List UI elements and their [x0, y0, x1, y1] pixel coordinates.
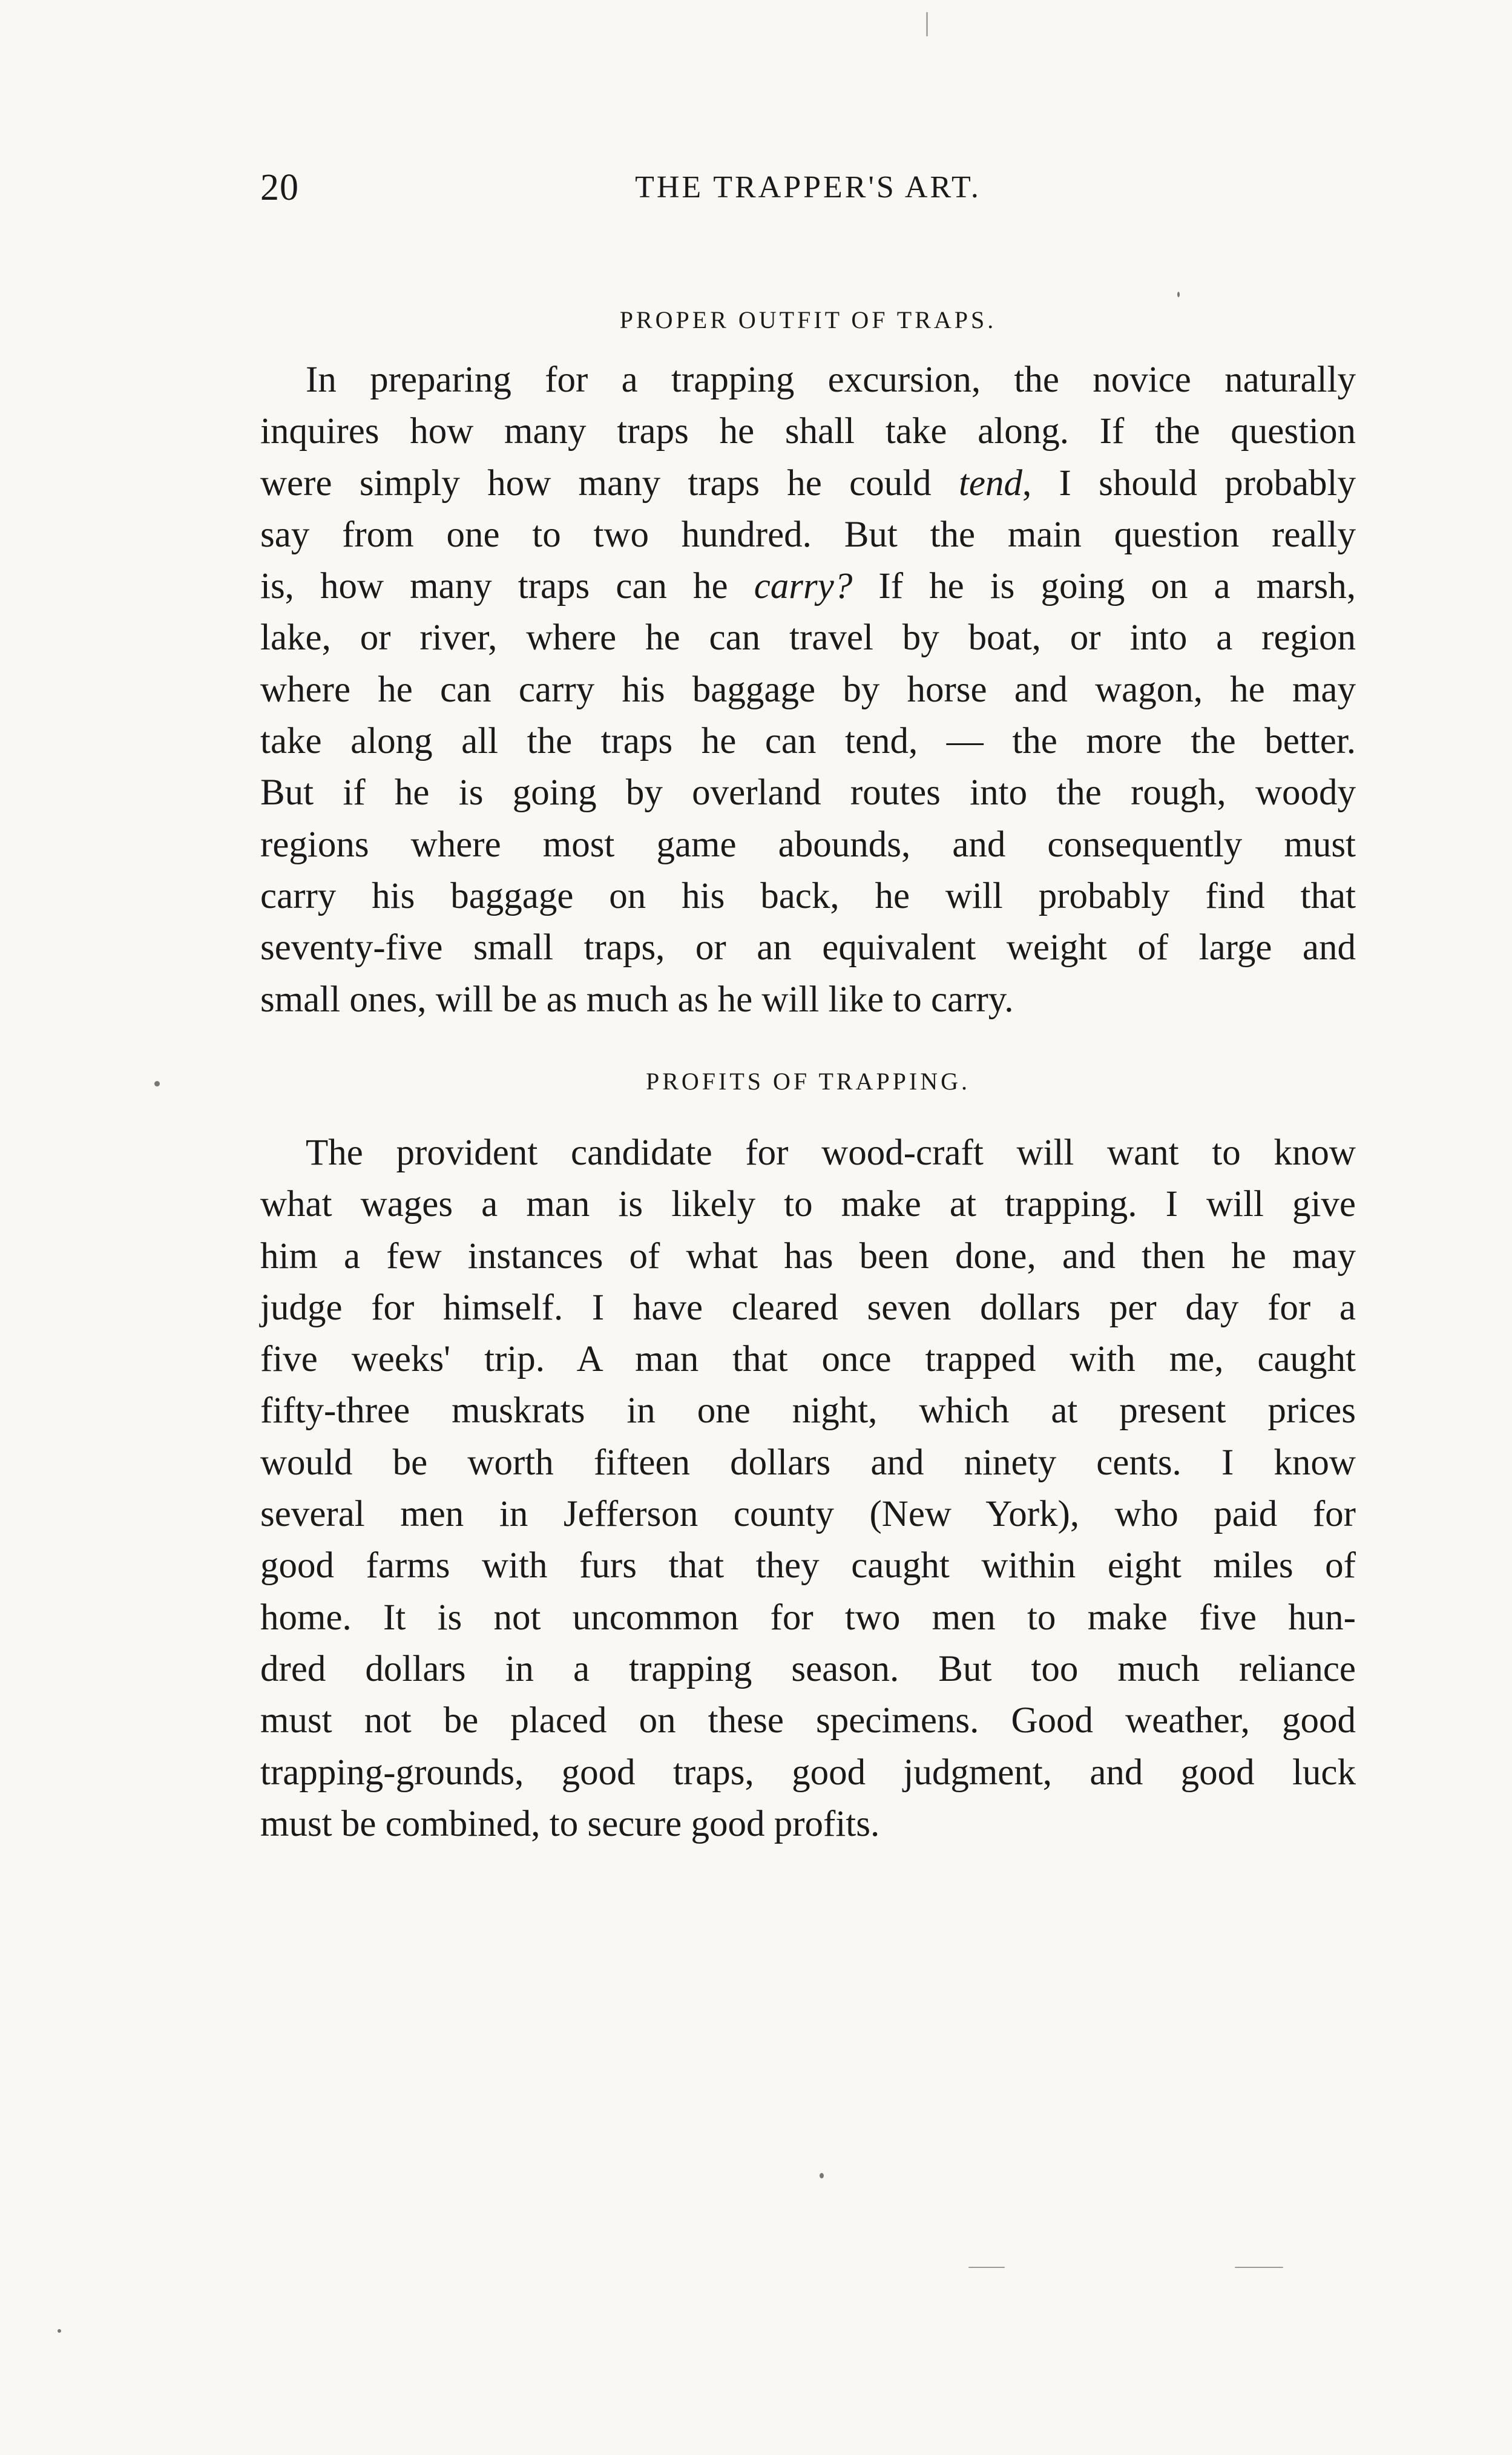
- text-line: good farms with furs that they caught within eight miles of: [260, 1545, 1356, 1586]
- scan-speck: [968, 2267, 1005, 2268]
- section-heading-outfit: PROPER OUTFIT OF TRAPS.: [619, 306, 997, 334]
- text-line: must be combined, to secure good profits.: [260, 1803, 880, 1844]
- scan-speck: [1177, 292, 1180, 297]
- text-line: where he can carry his baggage by horse and wagon, he may: [260, 669, 1356, 710]
- text-line: judge for himself. I have cleared seven dollars per day for a: [260, 1287, 1356, 1328]
- text-line: But if he is going by overland routes into the rough, woody: [260, 772, 1356, 813]
- text-line: take along all the traps he can tend, — the more the better.: [260, 721, 1356, 762]
- text-line: trapping-grounds, good traps, good judgment, and good luck: [260, 1752, 1356, 1793]
- text-line: fifty-three muskrats in one night, which at present prices: [260, 1390, 1356, 1431]
- text-line: inquires how many traps he shall take along. If the question: [260, 411, 1356, 452]
- text-line: home. It is not uncommon for two men to make five hun-: [260, 1597, 1356, 1638]
- paragraph-profits: [260, 1127, 1356, 1850]
- text-line: small ones, will be as much as he will like to carry.: [260, 979, 1014, 1020]
- text-line: five weeks' trip. A man that once trapped with me, caught: [260, 1339, 1356, 1380]
- text-line: The provident candidate for wood-craft will want to know: [306, 1132, 1356, 1173]
- text-line: say from one to two hundred. But the main question really: [260, 514, 1356, 555]
- scan-speck: [58, 2329, 61, 2333]
- text-line: what wages a man is likely to make at trapping. I will give: [260, 1184, 1356, 1225]
- text-line: would be worth fifteen dollars and ninety cents. I know: [260, 1442, 1356, 1483]
- emphasis-carry: carry?: [754, 566, 853, 607]
- scan-speck: [1235, 2267, 1283, 2268]
- text-line: seventy-five small traps, or an equivalent weight of large and: [260, 927, 1356, 968]
- text-line: carry his baggage on his back, he will probably find that: [260, 875, 1356, 916]
- scan-speck: [926, 12, 928, 36]
- text-line: In preparing for a trapping excursion, the novice naturally: [306, 360, 1356, 400]
- emphasis-tend: tend: [958, 462, 1022, 504]
- text-line: lake, or river, where he can travel by boat, or into a region: [260, 617, 1356, 659]
- text-line: is, how many traps can he carry? If he is going on a marsh,: [260, 566, 1356, 607]
- scan-speck: [820, 2173, 824, 2178]
- running-title: THE TRAPPER'S ART.: [635, 170, 981, 205]
- page-number: 20: [260, 167, 299, 208]
- scan-speck: [154, 1081, 160, 1086]
- text-line: him a few instances of what has been done, and then he may: [260, 1235, 1356, 1277]
- text-line: were simply how many traps he could tend, I should probably: [260, 462, 1356, 504]
- text-line: regions where most game abounds, and consequently must: [260, 824, 1356, 865]
- section-heading-profits: PROFITS OF TRAPPING.: [645, 1068, 971, 1095]
- text-line: must not be placed on these specimens. Good weather, good: [260, 1700, 1356, 1741]
- running-head: [260, 166, 1356, 221]
- paragraph-outfit: [260, 354, 1356, 1025]
- text-line: dred dollars in a trapping season. But too much reliance: [260, 1648, 1356, 1689]
- text-line: several men in Jefferson county (New York), who paid for: [260, 1494, 1356, 1535]
